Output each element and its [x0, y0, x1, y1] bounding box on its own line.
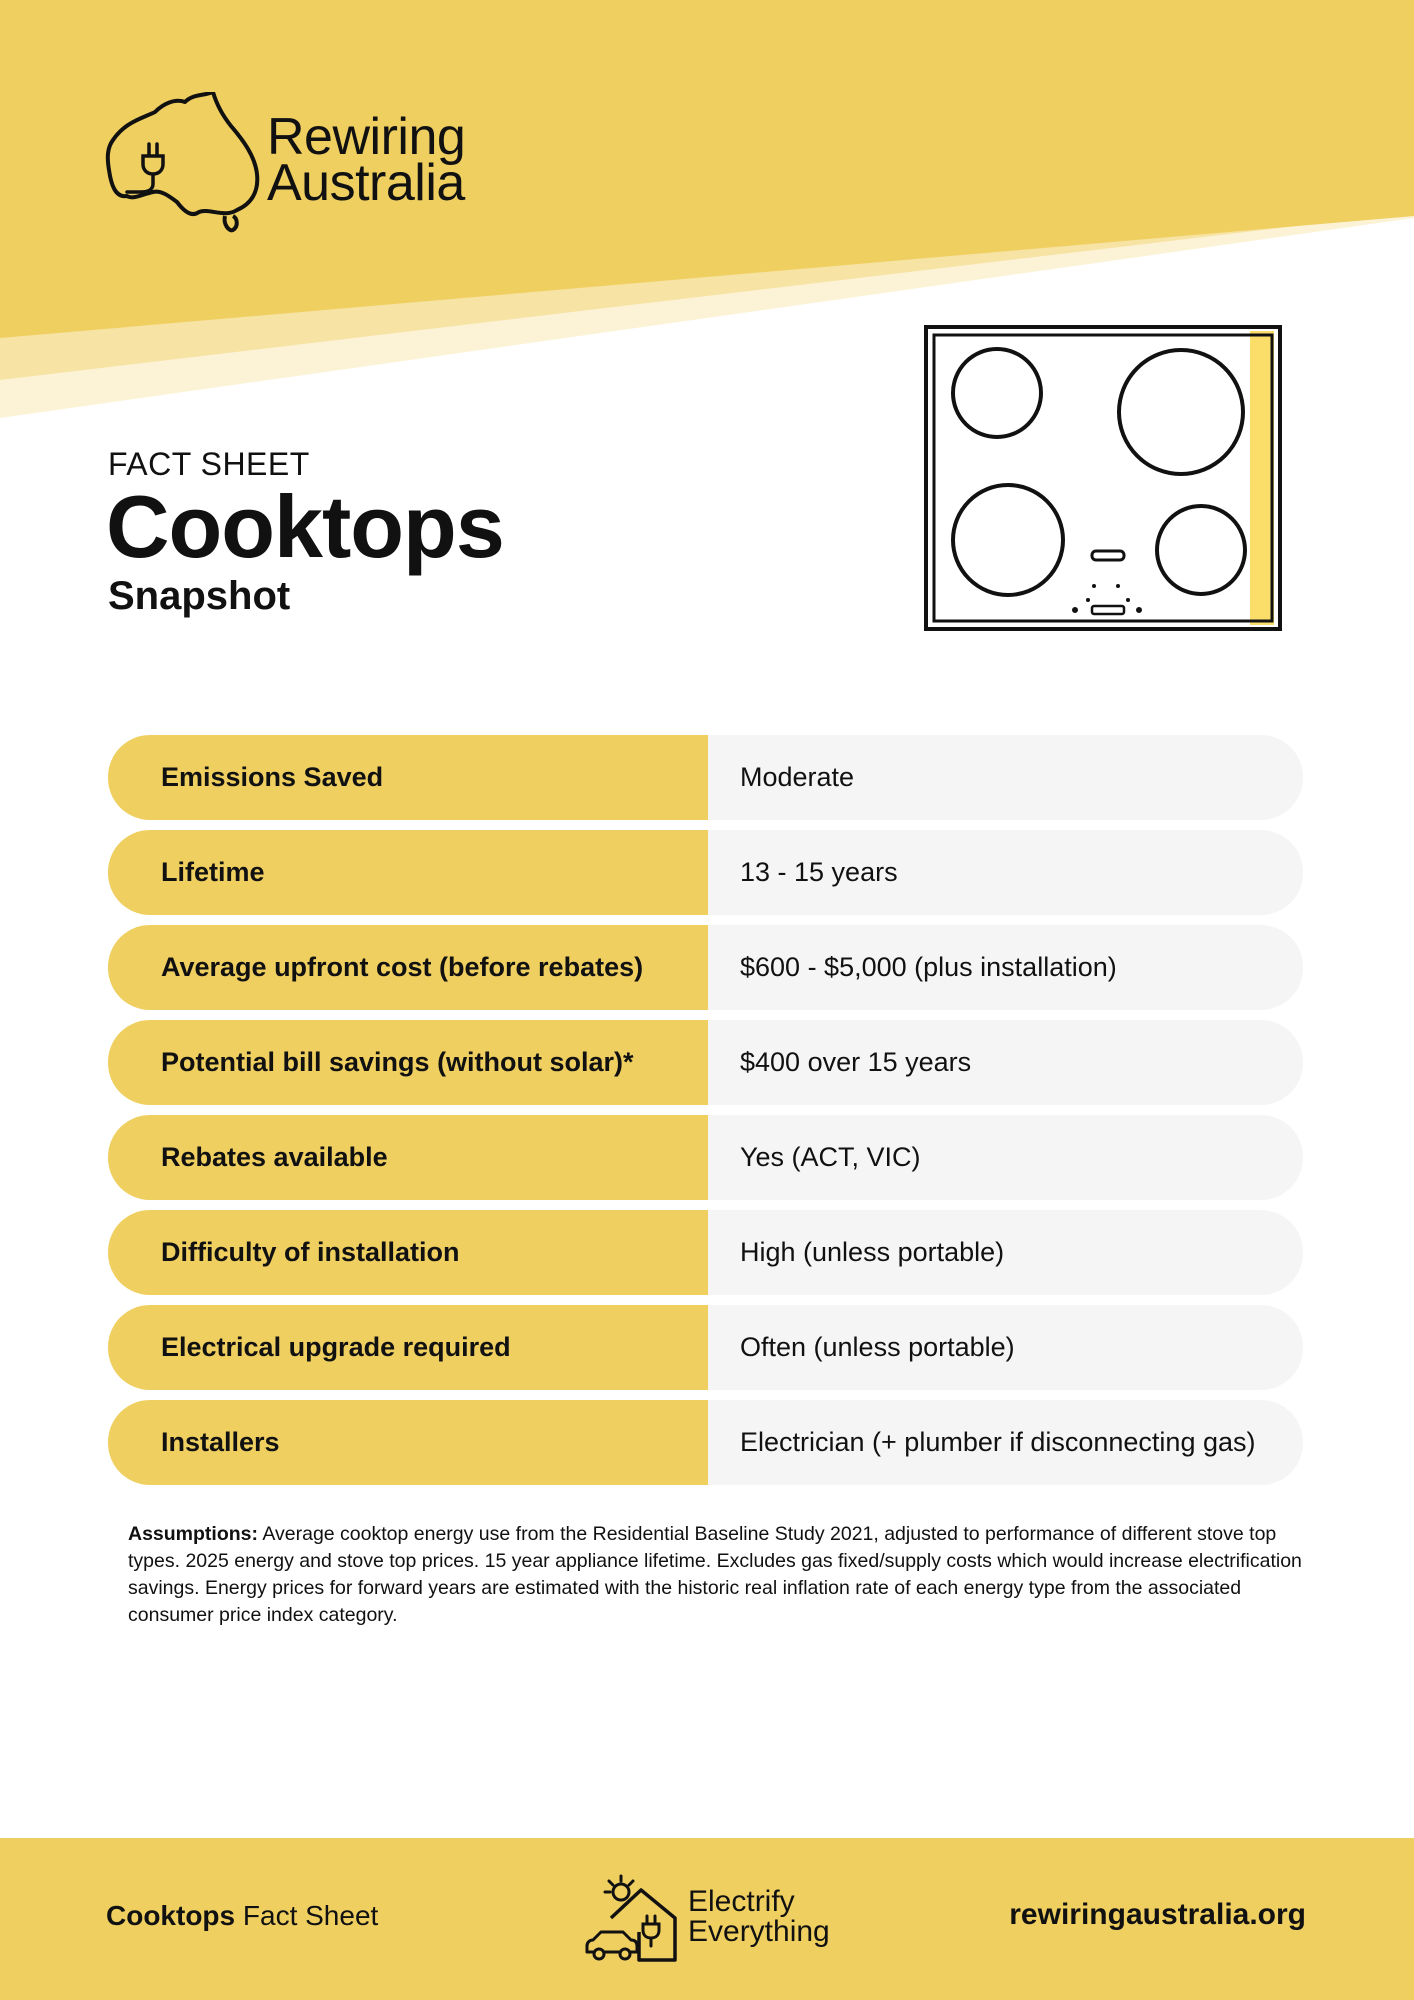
row-value: Often (unless portable) [708, 1305, 1303, 1390]
table-row [108, 735, 1303, 820]
row-label: Average upfront cost (before rebates) [108, 925, 708, 1010]
row-value: $600 - $5,000 (plus installation) [708, 925, 1303, 1010]
row-value: 13 - 15 years [708, 830, 1303, 915]
table-row [108, 1400, 1303, 1485]
row-label: Electrical upgrade required [108, 1305, 708, 1390]
logo-text-line2: Australia [267, 154, 465, 212]
table-row [108, 1115, 1303, 1200]
row-value: Moderate [708, 735, 1303, 820]
assumptions-label: Assumptions: [128, 1523, 259, 1545]
assumptions-note [128, 1521, 1308, 1629]
row-label: Installers [108, 1400, 708, 1485]
footer-logo-line2: Everything [688, 1915, 830, 1948]
footer-logo-line1: Electrify [688, 1885, 795, 1918]
snapshot-table [108, 735, 1303, 1495]
row-label: Lifetime [108, 830, 708, 915]
table-row [108, 1210, 1303, 1295]
row-label: Emissions Saved [108, 735, 708, 820]
row-value: Yes (ACT, VIC) [708, 1115, 1303, 1200]
table-row [108, 1305, 1303, 1390]
row-label: Rebates available [108, 1115, 708, 1200]
table-row [108, 925, 1303, 1010]
logo-text-line1: Rewiring [267, 108, 466, 166]
table-row [108, 1020, 1303, 1105]
row-value: High (unless portable) [708, 1210, 1303, 1295]
footer [0, 1838, 1414, 2000]
page-title: Cooktops [106, 477, 504, 576]
row-value: $400 over 15 years [708, 1020, 1303, 1105]
footer-title-rest: Fact Sheet [235, 1900, 379, 1931]
electrify-everything-logo [583, 1872, 843, 1962]
australia-plug-icon [105, 92, 265, 237]
fact-sheet-label: FACT SHEET [108, 446, 310, 482]
row-label: Difficulty of installation [108, 1210, 708, 1295]
rewiring-australia-logo [105, 92, 465, 237]
footer-title-bold: Cooktops [106, 1900, 236, 1931]
row-label: Potential bill savings (without solar)* [108, 1020, 708, 1105]
website-link[interactable]: rewiringaustralia.org [1009, 1898, 1306, 1931]
row-value: Electrician (+ plumber if disconnecting gas) [708, 1400, 1303, 1485]
cooktop-illustration [922, 323, 1284, 633]
page-subtitle: Snapshot [108, 574, 291, 618]
assumptions-text: Average cooktop energy use from the Residential Baseline Study 2021, adjusted to performance of different stove top types. 2025 energy and stove top prices. 15 year appliance lifetime. Excludes gas fixed/supply costs which would increase electrification savings. Energy prices for forward years are estimated with the historic real inflation rate of each energy type from the associated consumer price index category. [128, 1523, 1302, 1626]
footer-doc-title [106, 1900, 378, 1932]
house-car-plug-icon [583, 1872, 683, 1962]
table-row [108, 830, 1303, 915]
